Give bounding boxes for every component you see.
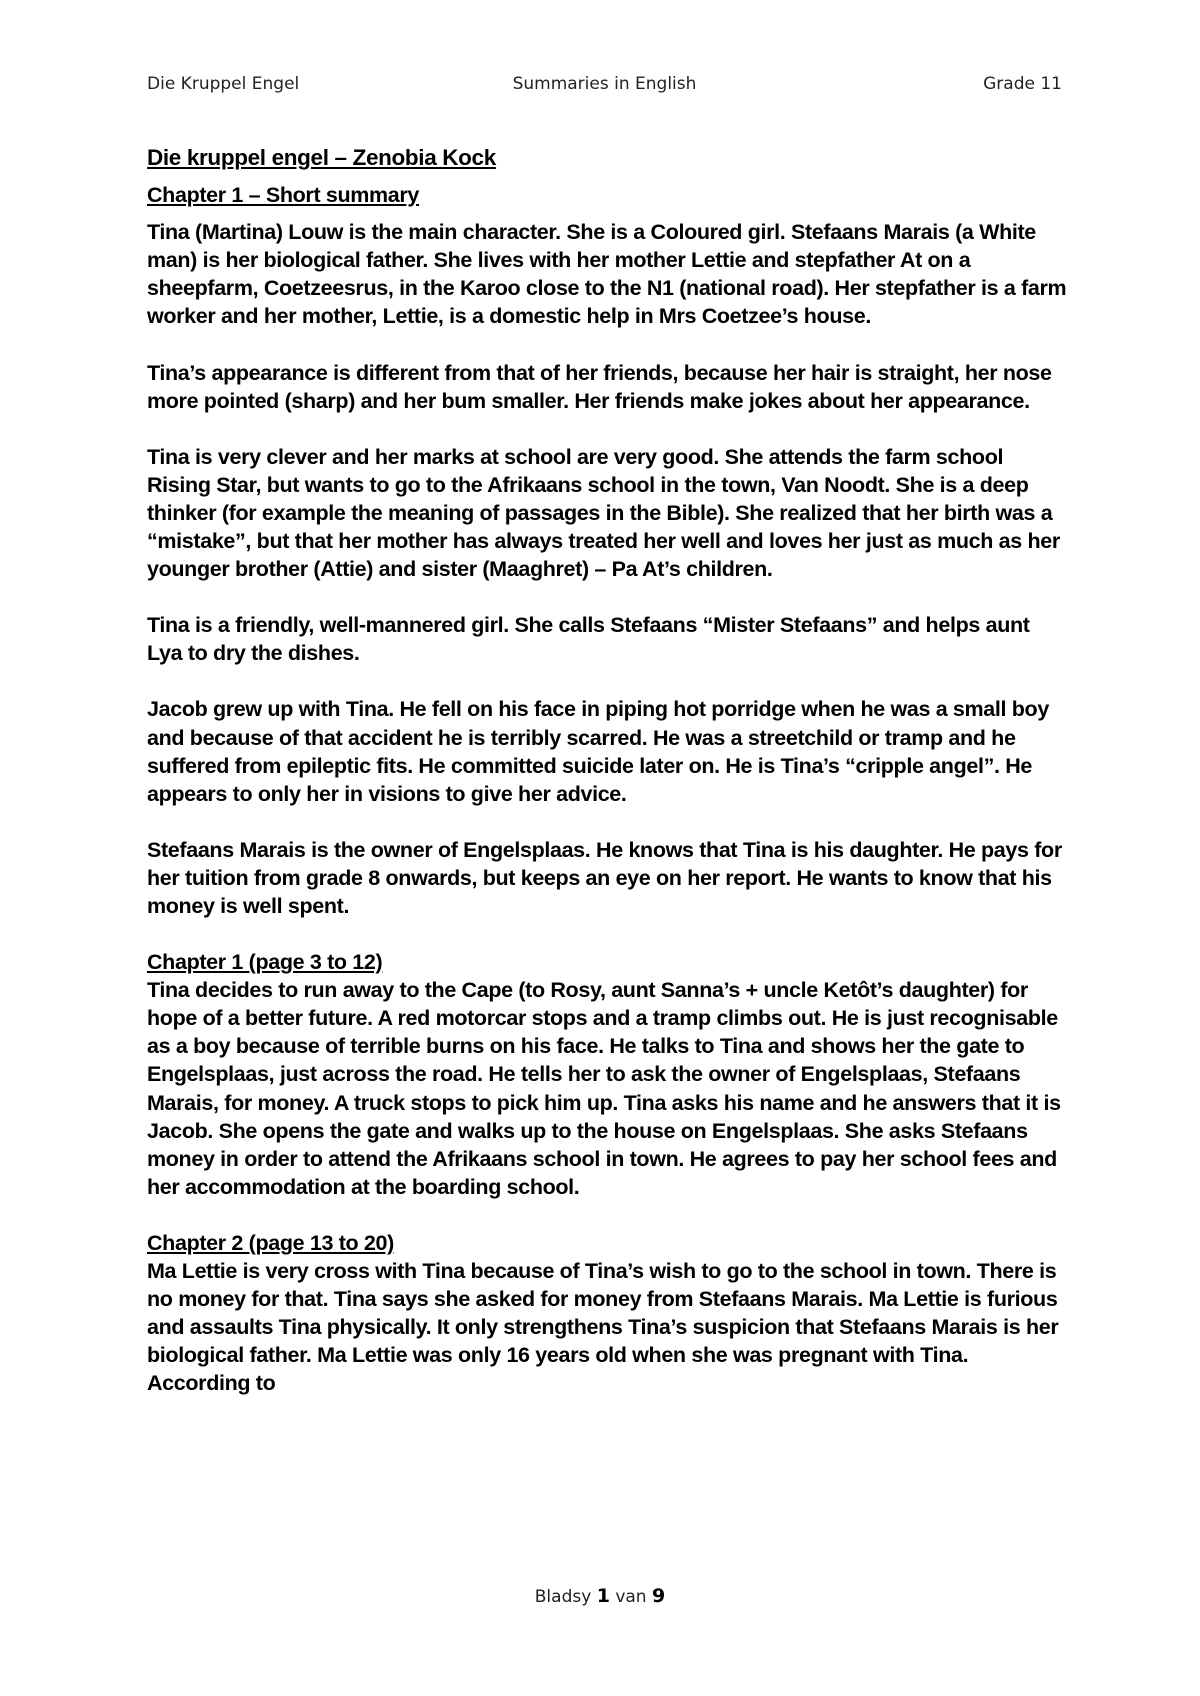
document-title: Die kruppel engel – Zenobia Kock xyxy=(147,145,496,170)
page-header xyxy=(147,74,1062,100)
paragraph: Stefaans Marais is the owner of Engelsplaas. He knows that Tina is his daughter. He pays for her tuition from grade 8 onwards, but keeps an eye on her report. He wants to know that his money is well spent. xyxy=(147,837,1062,918)
header-left-text: Die Kruppel Engel xyxy=(147,74,300,94)
header-center-text: Summaries in English xyxy=(512,74,697,94)
paragraph: Tina is a friendly, well-mannered girl. She calls Stefaans “Mister Stefaans” and helps aunt Lya to dry the dishes. xyxy=(147,613,1030,666)
paragraph: Tina is very clever and her marks at school are very good. She attends the farm school Rising Star, but wants to go to the Afrikaans school in the town, Van Noodt. She is a deep thinker (for example the meaning of passages in the Bible). She realized that her birth was a “mistake”, but that her mother has always treated her well and loves her just as much as her younger brother (Attie) and sister (Maaghret) – Pa At’s children. xyxy=(147,444,1060,582)
document-body xyxy=(147,144,1067,1425)
section-heading: Chapter 2 (page 13 to 20) xyxy=(147,1230,394,1255)
footer-page-number: 1 xyxy=(596,1585,610,1607)
paragraph: Jacob grew up with Tina. He fell on his face in piping hot porridge when he was a small boy and because of that accident he is terribly scarred. He was a streetchild or tramp and he suffered from epileptic fits. He committed suicide later on. He is Tina’s “cripple angel”. He appears to only her in visions to give her advice. xyxy=(147,697,1049,806)
document-subtitle: Chapter 1 – Short summary xyxy=(147,183,420,208)
header-right-text: Grade 11 xyxy=(983,74,1062,94)
footer-prefix: Bladsy xyxy=(534,1587,592,1607)
paragraph: Tina (Martina) Louw is the main character. She is a Coloured girl. Stefaans Marais (a White man) is her biological father. She lives with her mother Lettie and stepfather At on a sheepfarm, Coetzeesrus, in the Karoo close to the N1 (national road). Her stepfather is a farm worker and her mother, Lettie, is a domestic help in Mrs Coetzee’s house. xyxy=(147,220,1067,329)
footer-page-total: 9 xyxy=(652,1585,666,1607)
paragraph: Tina’s appearance is different from that of her friends, because her hair is straight, her nose more pointed (sharp) and her bum smaller. Her friends make jokes about her appearance. xyxy=(147,360,1052,413)
section-heading: Chapter 1 (page 3 to 12) xyxy=(147,950,383,975)
footer-separator: van xyxy=(615,1587,647,1607)
section-body: Tina decides to run away to the Cape (to Rosy, aunt Sanna’s + uncle Ketôt’s daughter) for hope of a better future. A red motorcar stops and a tramp climbs out. He is just recognisable as a boy because of terrible burns on his face. He talks to Tina and shows her the gate to Engelsplaas, just across the road. He tells her to ask the owner of Engelsplaas, Stefaans Marais, for money. A truck stops to pick him up. Tina asks his name and he answers that it is Jacob. She opens the gate and walks up to the house on Engelsplaas. She asks Stefaans money in order to attend the Afrikaans school in town. He agrees to pay her school fees and her accommodation at the boarding school. xyxy=(147,978,1061,1199)
section-body: Ma Lettie is very cross with Tina because of Tina’s wish to go to the school in town. There is no money for that. Tina says she asked for money from Stefaans Marais. Ma Lettie is furious and assaults Tina physically. It only strengthens Tina’s suspicion that Stefaans Marais is her biological father. Ma Lettie was only 16 years old when she was pregnant with Tina. According to xyxy=(147,1259,1059,1396)
page-footer xyxy=(0,1585,1200,1607)
